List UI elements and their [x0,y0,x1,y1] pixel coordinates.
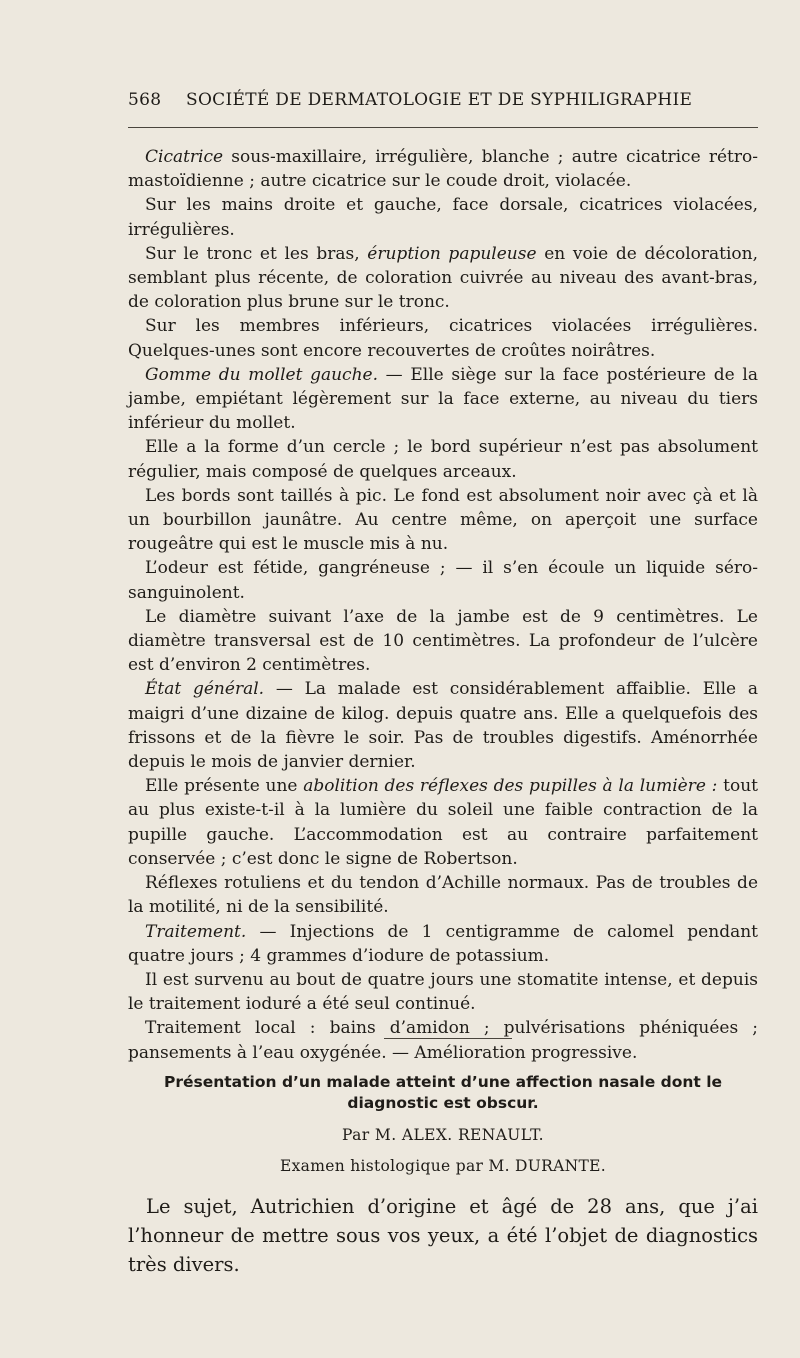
paragraph: Elle présente une abolition des réflexes des pupilles à la lumière : tout au plus existe-t-il à la lumière du soleil une faible contraction de la pupille gauche. L’accommodation est au contraire parfaitement conservée ; c’est donc le signe de Robertson. [128,776,758,869]
histology-byline: Examen histologique par M. DURANTE. [280,1157,606,1175]
running-header [128,90,758,110]
article-intro [128,1192,758,1279]
paragraph: Sur les mains droite et gauche, face dorsale, cicatrices violacées, irrégulières. [128,195,758,240]
paragraph: Les bords sont taillés à pic. Le fond est absolument noir avec çà et là un bourbillon jaunâtre. Au centre même, on aperçoit une surface rougeâtre qui est le muscle mis à nu. [128,485,758,555]
paragraph: Le diamètre suivant l’axe de la jambe est de 9 centimètres. Le diamètre transversal est de 10 centimètres. La profondeur de l’ulcère est d’environ 2 centimètres. [128,606,758,676]
author-byline: Par M. ALEX. RENAULT. [342,1126,544,1144]
header-rule [128,127,758,128]
paragraph: Traitement local : bains d’amidon ; pulvérisations phéniquées ; pansements à l’eau oxygénée. — Amélioration progressive. [128,1018,758,1063]
running-title: SOCIÉTÉ DE DERMATOLOGIE ET DE SYPHILIGRAPHIE [186,90,693,110]
paragraph: Sur les membres inférieurs, cicatrices violacées irrégulières. Quelques-unes sont encore recouvertes de croûtes noirâtres. [128,316,758,361]
italic-lead: État général. [145,679,265,700]
italic-lead: Gomme du mollet gauche. [145,364,378,385]
paragraph: Traitement. — Injections de 1 centigramme de calomel pendant quatre jours ; 4 grammes d’iodure de potassium. [128,921,758,966]
article-title: Présentation d’un malade atteint d’une affection nasale dont le diagnostic est obscur. [163,1073,723,1112]
section-divider [384,1038,512,1039]
paragraph: Sur le tronc et les bras, éruption papuleuse en voie de décoloration, semblant plus récente, de coloration cuivrée au niveau des avant-bras, de coloration plus brune sur le tronc. [128,243,758,313]
paragraph: Gomme du mollet gauche. — Elle siège sur la face postérieure de la jambe, empiétant légèrement sur la face externe, au niveau du tiers inférieur du mollet. [128,364,758,434]
page-number: 568 [128,90,162,110]
italic-term: abolition des réflexes des pupilles à la lumière : [303,776,718,797]
italic-lead: Cicatrice [145,147,224,167]
paragraph: Elle a la forme d’un cercle ; le bord supérieur n’est pas absolument régulier, mais composé de quelques arceaux. [128,437,758,482]
paragraph: L’odeur est fétide, gangréneuse ; — il s’en écoule un liquide séro-sanguinolent. [128,558,758,603]
case-report-body [128,145,758,1065]
paragraph: État général. — La malade est considérablement affaiblie. Elle a maigri d’une dizaine de kilog. depuis quatre ans. Elle a quelquefois des frissons et de la fièvre le soir. Pas de troubles digestifs. Aménorrhée depuis le mois de janvier dernier. [128,679,758,773]
paragraph: Cicatrice sous-maxillaire, irrégulière, blanche ; autre cicatrice rétro-mastoïdienne ; autre cicatrice sur le coude droit, violacée. [128,147,758,192]
italic-term: éruption papuleuse [367,243,537,264]
italic-lead: Traitement. [145,921,247,942]
paragraph: Réflexes rotuliens et du tendon d’Achille normaux. Pas de troubles de la motilité, ni de la sensibilité. [128,873,758,918]
paragraph: Il est survenu au bout de quatre jours une stomatite intense, et depuis le traitement ioduré a été seul continué. [128,969,758,1015]
intro-paragraph: Le sujet, Autrichien d’origine et âgé de 28 ans, que j’ai l’honneur de mettre sous vos yeux, a été l’objet de diagnostics très divers. [128,1195,758,1276]
